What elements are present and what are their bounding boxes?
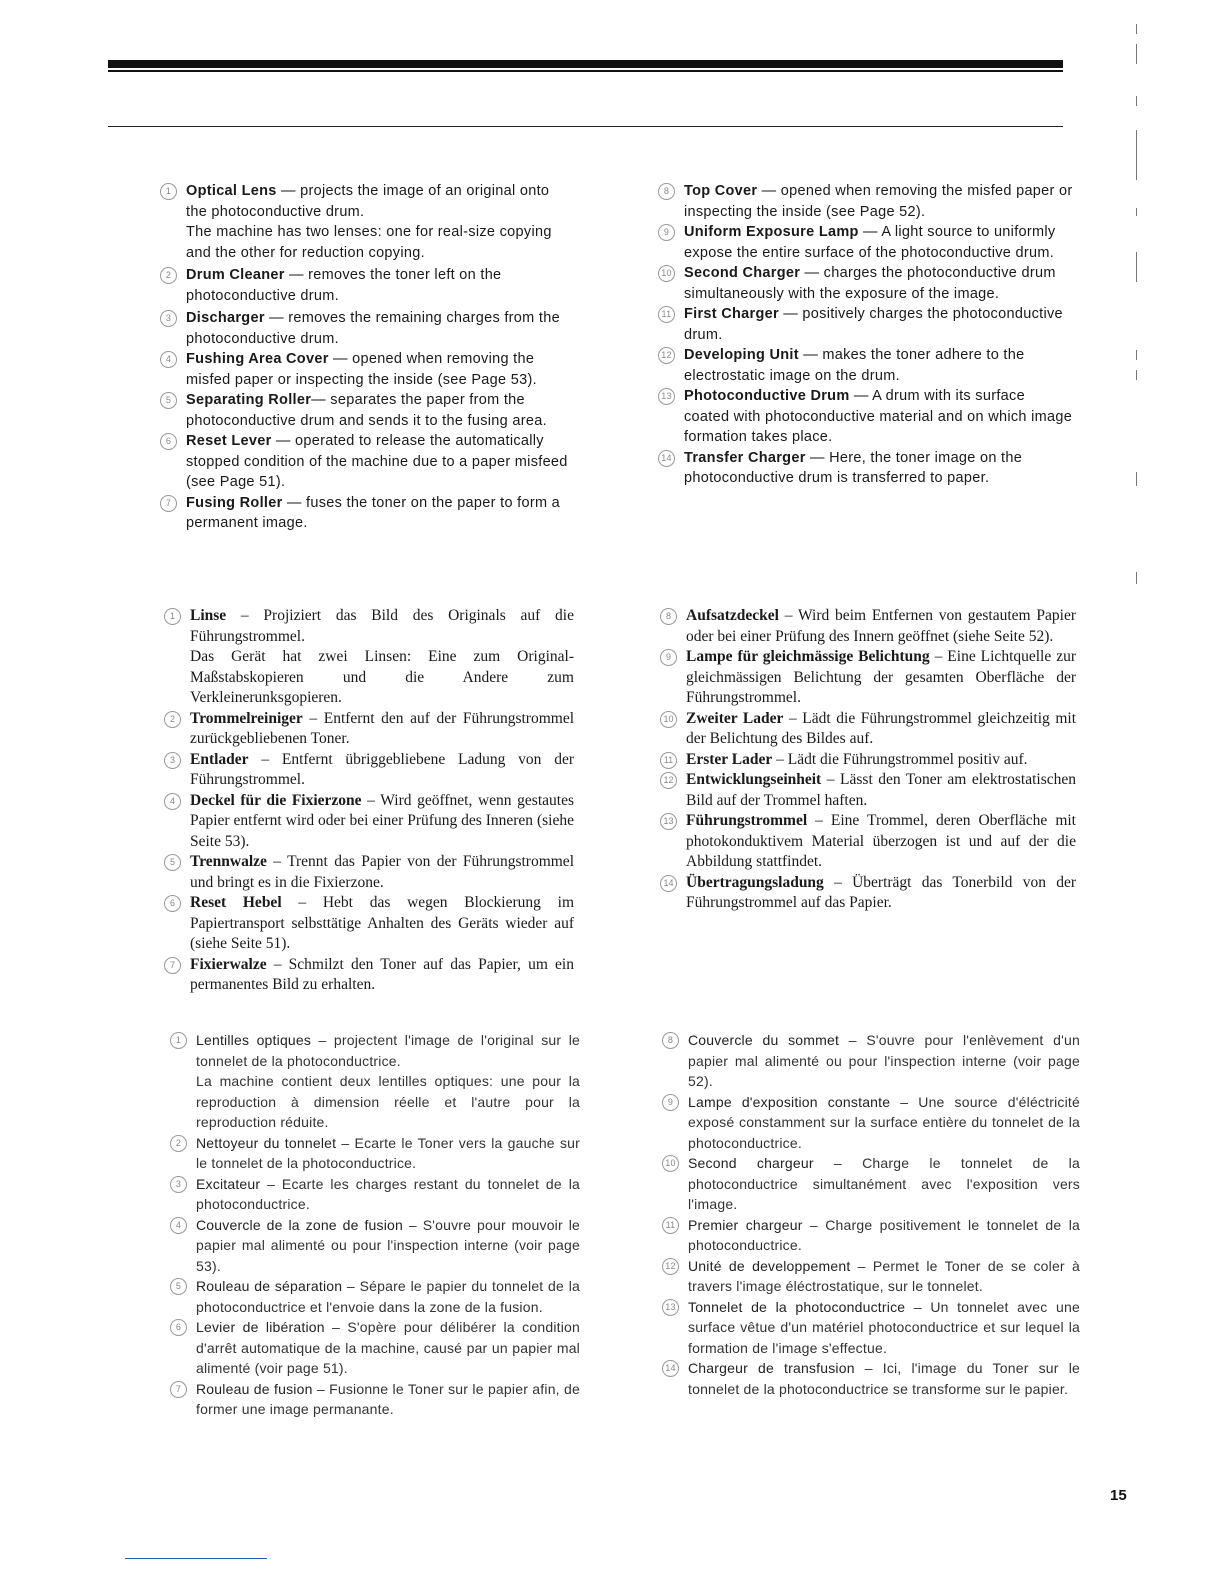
item-text: — makes the toner adhere to the electrostatic image on the drum. <box>684 347 1025 384</box>
item-text: — opened when removing the misfed paper or inspecting the inside (see Page 53). <box>186 351 537 388</box>
list-item <box>168 1174 580 1215</box>
item-text: – Charge le tonnelet de la photoconductrice simultanément avec l'exposition vers l'image. <box>688 1155 1080 1212</box>
footer-line <box>125 1558 267 1559</box>
list-item <box>660 1297 1080 1359</box>
item-number: 4 <box>170 1217 187 1234</box>
item-number: 9 <box>658 224 675 241</box>
item-text: — opened when removing the misfed paper or inspecting the inside (see Page 52). <box>684 183 1073 220</box>
list-item <box>158 181 568 263</box>
item-number: 5 <box>164 854 181 871</box>
item-term: Couvercle du sommet <box>688 1032 840 1048</box>
item-extra: La machine contient deux lentilles optiques: une pour la reproduction à dimension réelle et l'autre pour la reproduction réduite. <box>196 1073 580 1130</box>
item-text: – Ecarte le Toner vers la gauche sur le tonnelet de la photoconductrice. <box>196 1134 580 1171</box>
item-term: Chargeur de transfusion <box>688 1360 855 1376</box>
list-item <box>660 1030 1080 1092</box>
item-number: 8 <box>658 183 675 200</box>
item-term: Discharger <box>186 310 265 326</box>
french-left-column <box>168 1030 580 1420</box>
list-item <box>168 1317 580 1379</box>
item-text: — removes the toner left on the photoconductive drum. <box>186 267 502 304</box>
list-item <box>660 1153 1080 1215</box>
item-number: 10 <box>660 711 677 728</box>
list-item <box>658 750 1076 771</box>
item-term: Lampe d'exposition constante <box>688 1093 891 1110</box>
item-number: 13 <box>660 813 677 830</box>
item-number: 8 <box>660 608 677 625</box>
list-item <box>658 606 1076 647</box>
item-number: 4 <box>160 351 177 368</box>
item-text: – Entfernt den auf der Führungstrommel zurückgebliebenen Toner. <box>190 709 574 747</box>
list-item <box>658 770 1076 811</box>
item-term: Uniform Exposure Lamp <box>684 224 859 240</box>
item-text: — projects the image of an original onto the photoconductive drum. <box>186 183 550 220</box>
item-term: Fushing Area Cover <box>186 351 329 367</box>
item-term: Top Cover <box>684 183 758 199</box>
list-item <box>162 750 574 791</box>
item-text: – Schmilzt den Toner auf das Papier, um ein permanentes Bild zu erhalten. <box>190 955 574 993</box>
item-term: Separating Roller <box>186 392 312 408</box>
item-text: – Lässt den Toner am elektrostatischen Bild auf der Trommel haften. <box>686 771 1076 809</box>
item-number: 14 <box>660 875 677 892</box>
item-term: Tonnelet de la photoconductrice <box>688 1298 906 1315</box>
list-item <box>656 222 1074 263</box>
item-term: Trennwalze <box>190 853 267 870</box>
item-term: Excitateur <box>196 1175 261 1192</box>
item-text: — separates the paper from the photoconductive drum and sends it to the fusing area. <box>186 392 547 429</box>
item-number: 4 <box>164 793 181 810</box>
list-item <box>658 647 1076 709</box>
item-term: Unité de developpement <box>688 1257 851 1274</box>
item-text: – Un tonnelet avec une surface vêtue d'un matériel photoconductrice et sur lequel la formation de l'image s'effectue. <box>688 1298 1080 1356</box>
item-text: – Trennt das Papier von der Führungstrommel und bringt es in die Fixierzone. <box>190 853 574 891</box>
list-item <box>168 1379 580 1420</box>
item-text: — operated to release the automatically stopped condition of the machine due to a paper misfeed (see Page 51). <box>186 433 568 490</box>
item-text: – Lädt die Führungstrommel positiv auf. <box>772 750 1028 768</box>
item-text: – Eine Lichtquelle zur gleichmässigen Belichtung der gesamten Oberfläche der Führungstrommel. <box>686 648 1076 706</box>
list-item <box>162 791 574 853</box>
item-term: Übertragungsladung <box>686 873 824 891</box>
item-term: Developing Unit <box>684 347 799 363</box>
item-term: Rouleau de séparation <box>196 1278 343 1294</box>
list-item <box>162 709 574 750</box>
item-text: – S'ouvre pour l'enlèvement d'un papier mal alimenté ou pour l'inspection interne (voir page 52). <box>688 1032 1080 1089</box>
item-number: 6 <box>170 1319 187 1336</box>
item-text: – Sépare le papier du tonnelet de la photoconductrice et l'envoie dans la zone de la fusion. <box>196 1278 580 1315</box>
item-text: – Entfernt übriggebliebene Ladung von der Führungstrommel. <box>190 750 574 788</box>
item-number: 11 <box>660 752 677 769</box>
item-text: — A light source to uniformly expose the entire surface of the photoconductive drum. <box>684 224 1056 261</box>
item-number: 13 <box>662 1299 679 1316</box>
list-item <box>660 1256 1080 1297</box>
list-item <box>658 709 1076 750</box>
item-term: Optical Lens <box>186 183 277 199</box>
list-item <box>168 1215 580 1277</box>
item-number: 2 <box>170 1135 187 1152</box>
item-term: Lentilles optiques <box>196 1032 312 1048</box>
item-number: 1 <box>170 1032 187 1049</box>
item-number: 9 <box>662 1094 679 1111</box>
list-item <box>658 873 1076 914</box>
list-item <box>656 386 1074 448</box>
list-item <box>660 1215 1080 1256</box>
item-text: – projectent l'image de l'original sur le tonnelet de la photoconductrice. <box>196 1032 580 1069</box>
item-term: Aufsatzdeckel <box>686 607 779 624</box>
item-term: First Charger <box>684 306 779 322</box>
item-term: Reset Hebel <box>190 894 282 911</box>
list-item <box>168 1276 580 1317</box>
item-term: Nettoyeur du tonnelet <box>196 1134 337 1151</box>
item-term: Erster Lader <box>686 750 773 768</box>
list-item <box>162 606 574 709</box>
english-left-column <box>158 181 568 534</box>
item-text: — removes the remaining charges from the photoconductive drum. <box>186 310 560 347</box>
item-number: 5 <box>170 1278 187 1295</box>
item-text: – Permet le Toner de se coler à travers l'image éléctrostatique, sur le tonnelet. <box>688 1257 1080 1294</box>
german-right-column <box>658 606 1076 914</box>
item-term: Drum Cleaner <box>186 267 285 283</box>
english-right-column <box>656 181 1074 489</box>
item-number: 11 <box>662 1217 679 1234</box>
item-term: Zweiter Lader <box>686 709 784 727</box>
list-item <box>656 448 1074 489</box>
item-term: Linse <box>190 607 227 624</box>
item-term: Second Charger <box>684 265 801 281</box>
item-term: Photoconductive Drum <box>684 388 850 404</box>
item-text: — A drum with its surface coated with photoconductive material and on which image formation takes place. <box>684 388 1073 445</box>
item-term: Fusing Roller <box>186 494 283 511</box>
list-item <box>158 390 568 431</box>
item-number: 10 <box>658 265 675 282</box>
list-item <box>162 893 574 955</box>
item-number: 8 <box>662 1032 679 1049</box>
item-text: — Here, the toner image on the photoconductive drum is transferred to paper. <box>684 449 1023 486</box>
list-item <box>158 349 568 390</box>
item-term: Trommelreiniger <box>190 709 303 727</box>
item-term: Entlader <box>190 750 249 768</box>
list-item <box>660 1358 1080 1399</box>
item-text: — positively charges the photoconductive drum. <box>684 306 1063 343</box>
list-item <box>158 265 568 306</box>
item-term: Couvercle de la zone de fusion <box>196 1216 404 1233</box>
item-text: – Wird beim Entfernen von gestautem Papier oder bei einer Prüfung des Innern geöffnet (siehe Seite 52). <box>686 607 1076 645</box>
item-number: 5 <box>160 392 177 409</box>
item-text: – Hebt das wegen Blockierung im Papiertransport selbsttätige Anhalten des Geräts wieder auf (siehe Seite 51). <box>190 894 574 952</box>
item-text: — fuses the toner on the paper to form a permanent image. <box>186 494 561 531</box>
item-extra: The machine has two lenses: one for real-size copying and the other for reduction copying. <box>186 224 552 261</box>
item-text: — charges the photoconductive drum simultaneously with the exposure of the image. <box>684 265 1056 302</box>
item-term: Levier de libération <box>196 1319 325 1335</box>
item-term: Fixierwalze <box>190 955 267 973</box>
item-number: 14 <box>662 1360 679 1377</box>
list-item <box>162 955 574 996</box>
item-term: Entwicklungseinheit <box>686 771 822 788</box>
item-number: 10 <box>662 1155 679 1172</box>
item-number: 3 <box>164 752 181 769</box>
item-number: 6 <box>164 895 181 912</box>
item-text: – Lädt die Führungstrommel gleichzeitig mit der Belichtung des Bildes auf. <box>686 709 1077 747</box>
item-text: – Fusionne le Toner sur le papier afin, de former une image permanante. <box>196 1380 580 1417</box>
item-text: – Charge positivement le tonnelet de la photoconductrice. <box>688 1216 1080 1253</box>
list-item <box>158 431 568 493</box>
item-number: 12 <box>660 772 677 789</box>
item-text: – Ici, l'image du Toner sur le tonnelet de la photoconductrice se transforme sur le papier. <box>688 1360 1080 1397</box>
item-text: – Ecarte les charges restant du tonnelet de la photoconductrice. <box>196 1175 580 1212</box>
item-number: 3 <box>170 1176 187 1193</box>
list-item <box>658 811 1076 873</box>
header-rule-double <box>108 70 1063 72</box>
list-item <box>656 263 1074 304</box>
list-item <box>168 1030 580 1133</box>
header-rule-thin <box>108 126 1063 127</box>
header-rule-thick <box>108 60 1063 68</box>
item-text: – Projiziert das Bild des Originals auf die Führungstrommel. <box>190 607 574 645</box>
item-number: 12 <box>658 347 675 364</box>
list-item <box>158 308 568 349</box>
item-term: Second chargeur <box>688 1155 814 1171</box>
list-item <box>656 304 1074 345</box>
item-number: 13 <box>658 388 675 405</box>
item-number: 1 <box>164 608 181 625</box>
list-item <box>656 181 1074 222</box>
item-number: 3 <box>160 310 177 327</box>
item-text: – S'opère pour délibérer la condition d'arrêt automatique de la machine, causé par un papier mal alimenté (voir page 51). <box>196 1319 580 1376</box>
item-term: Premier chargeur <box>688 1216 803 1233</box>
item-number: 2 <box>164 711 181 728</box>
item-number: 9 <box>660 649 677 666</box>
item-term: Deckel für die Fixierzone <box>190 791 362 809</box>
item-number: 2 <box>160 267 177 284</box>
item-number: 12 <box>662 1258 679 1275</box>
item-term: Rouleau de fusion <box>196 1380 313 1397</box>
item-term: Lampe für gleichmässige Belichtung <box>686 648 930 665</box>
list-item <box>158 493 568 534</box>
item-number: 7 <box>170 1381 187 1398</box>
french-right-column <box>660 1030 1080 1399</box>
item-text: – S'ouvre pour mouvoir le papier mal alimenté ou pour l'inspection interne (voir page 53). <box>196 1216 580 1274</box>
item-text: – Überträgt das Tonerbild von der Führungstrommel auf das Papier. <box>686 873 1076 911</box>
list-item <box>168 1133 580 1174</box>
item-text: – Une source d'éléctricité exposé constamment sur la surface entière du tonnelet de la photoconductrice. <box>688 1093 1080 1151</box>
page-number: 15 <box>1110 1487 1127 1504</box>
list-item <box>162 852 574 893</box>
item-text: – Wird geöffnet, wenn gestautes Papier entfernt wird oder bei einer Prüfung des Inneren (siehe Seite 53). <box>190 791 574 850</box>
list-item <box>660 1092 1080 1154</box>
item-number: 6 <box>160 433 177 450</box>
list-item <box>656 345 1074 386</box>
item-term: Transfer Charger <box>684 449 806 466</box>
item-number: 1 <box>160 183 177 200</box>
item-number: 7 <box>160 495 177 512</box>
margin-scan-marks <box>1136 20 1140 620</box>
item-number: 11 <box>658 306 675 323</box>
item-term: Führungstrommel <box>686 812 808 829</box>
item-number: 14 <box>658 450 675 467</box>
item-number: 7 <box>164 957 181 974</box>
german-left-column <box>162 606 574 996</box>
item-term: Reset Lever <box>186 433 272 449</box>
item-text: – Eine Trommel, deren Oberfläche mit photokonduktivem Material überzogen ist und auf der die Abbildung stattfindet. <box>686 812 1076 870</box>
item-extra: Das Gerät hat zwei Linsen: Eine zum Original-Maßstabskopieren und die Andere zum Verkleinerunksgopieren. <box>190 648 574 706</box>
